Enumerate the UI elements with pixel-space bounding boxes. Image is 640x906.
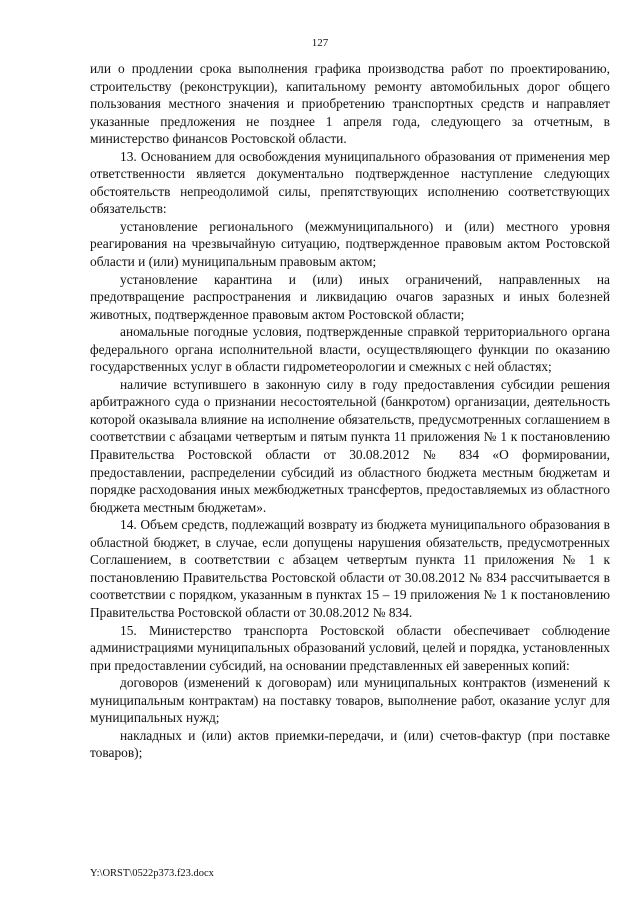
paragraph: аномальные погодные условия, подтвержденные справкой территориального органа федерального органа исполнительной власти, осуществляющего функции по оказанию государственных услуг в области гидрометеорологии и смежных с ней областях; — [90, 324, 610, 375]
file-path-footer: Y:\ORST\0522p373.f23.docx — [90, 868, 214, 879]
paragraph: наличие вступившего в законную силу в году предоставления субсидии решения арбитражного суда о признании несостоятельной (банкротом) организации, деятельность которой оказывала влияние на исполнение обязательств, предусмотренных соглашением в соответствии с абзацами четвертым и пятым пункта 11 приложения № 1 к постановлению Правительства Ростовской области от 30.08.2012 № 834 «О формировании, предоставлении, распределении субсидий из областного бюджета местным бюджетам и порядке расходования иных межбюджетных трансфертов, предоставляемых из областного бюджета местным бюджетам». — [90, 376, 610, 515]
page-number: 127 — [311, 37, 329, 49]
paragraph: установление карантина и (или) иных ограничений, направленных на предотвращение распространения и ликвидацию очагов заразных и иных болезней животных, подтвержденное правовым актом Ростовской области; — [90, 271, 610, 322]
paragraph: установление регионального (межмуниципального) и (или) местного уровня реагирования на чрезвычайную ситуацию, подтвержденное правовым актом Ростовской области и (или) муниципальным правовым актом; — [90, 218, 610, 270]
paragraph: договоров (изменений к договорам) или муниципальных контрактов (изменений к муниципальным контрактам) на поставку товаров, выполнение работ, оказание услуг для муниципальных нужд; — [90, 675, 610, 726]
paragraph: 15. Министерство транспорта Ростовской области обеспечивает соблюдение администрациями муниципальных образований условий, целей и порядка, установленных при предоставлении субсидий, на основании представленных ей заверенных копий: — [90, 622, 610, 673]
paragraph: или о продлении срока выполнения графика производства работ по проектированию, строительству (реконструкции), капитальному ремонту автомобильных дорог общего пользования местного значения и приобретению транспортных средств и направляет указанные предложения не позднее 1 апреля года, следующего за отчетным, в министерство финансов Ростовской области. — [90, 61, 610, 147]
paragraph: накладных и (или) актов приемки-передачи, и (или) счетов-фактур (при поставке товаров); — [90, 727, 610, 761]
paragraph: 13. Основанием для освобождения муниципального образования от применения мер ответственности является документально подтвержденное наступление следующих обстоятельств непреодолимой силы, препятствующих исполнению соответствующих обязательств: — [90, 148, 610, 217]
paragraph: 14. Объем средств, подлежащий возврату из бюджета муниципального образования в областной бюджет, в случае, если допущены нарушения обязательств, предусмотренных Соглашением, в соответствии с абзацем четвертым пункта 11 приложения № 1 к постановлению Правительства Ростовской области от 30.08.2012 № 834 рассчитывается в соответствии с порядком, указанным в пунктах 15 – 19 приложения № 1 к постановлению Правительства Ростовской области от 30.08.2012 № 834. — [90, 517, 610, 620]
document-body — [90, 60, 610, 762]
